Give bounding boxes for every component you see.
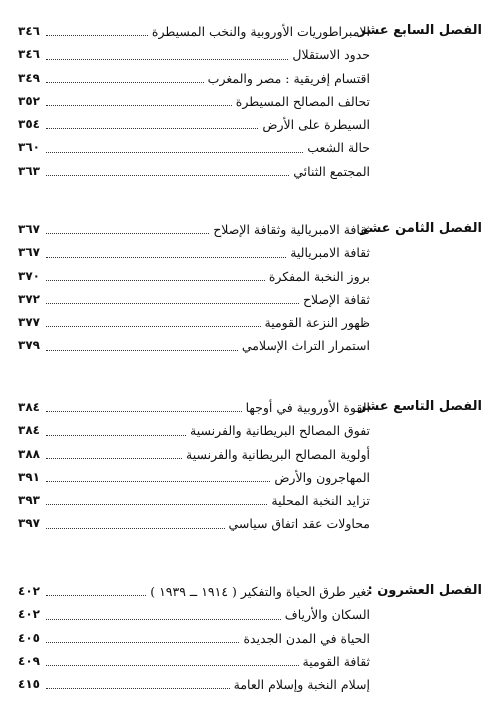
- page-number: ٤٠٢: [18, 607, 40, 622]
- page-number: ٣٧٢: [18, 291, 40, 306]
- entry-title: حدود الاستقلال: [292, 47, 370, 63]
- toc-entry[interactable]: [18, 113, 370, 136]
- toc-entry[interactable]: [18, 512, 370, 535]
- entry-title: السيطرة على الأرض: [262, 117, 370, 133]
- page-number: ٤٠٢: [18, 584, 40, 598]
- toc-entry[interactable]: [18, 466, 370, 489]
- toc-entry[interactable]: [18, 334, 370, 357]
- page-number: ٤١٥: [18, 677, 40, 692]
- page-number: ٣٦٧: [18, 245, 40, 260]
- page-number: ٣٦٣: [18, 163, 40, 178]
- page-number: ٣٥٢: [18, 93, 40, 108]
- entry-title: الامبراطوريات الأوروبية والنخب المسيطرة: [151, 24, 370, 39]
- toc-entry[interactable]: [18, 67, 370, 90]
- page-number: ٤٠٩: [18, 653, 40, 668]
- entry-title: السكان والأرياف: [284, 607, 370, 623]
- toc-entry[interactable]: [18, 20, 370, 43]
- dot-leader: [46, 280, 265, 281]
- entry-title: ثقافة الامبريالية: [290, 245, 370, 261]
- page-number: ٤٠٥: [18, 630, 40, 645]
- dot-leader: [46, 688, 230, 689]
- page-number: ٣٨٤: [18, 423, 40, 438]
- dot-leader: [46, 303, 299, 304]
- toc-entry[interactable]: [18, 673, 370, 696]
- dot-leader: [46, 665, 299, 666]
- entry-title: ثقافة الامبريالية وثقافة الإصلاح: [213, 222, 370, 237]
- page-number: ٣٤٦: [18, 24, 40, 38]
- chapter-entries: [18, 20, 370, 183]
- entry-title: محاولات عقد اتفاق سياسي: [228, 516, 370, 532]
- entry-title: ثقافة الإصلاح: [302, 291, 370, 307]
- dot-leader: [46, 435, 186, 436]
- page-number: ٣٤٦: [18, 47, 40, 62]
- dot-leader: [46, 411, 242, 412]
- toc-entry[interactable]: [18, 160, 370, 183]
- entry-title: تغير طرق الحياة والتفكير ( ١٩١٤ ــ ١٩٣٩ ): [150, 584, 370, 599]
- dot-leader: [46, 59, 288, 60]
- page-number: ٣٨٨: [18, 446, 40, 461]
- dot-leader: [46, 528, 225, 529]
- dot-leader: [46, 595, 146, 596]
- chapter-entries: [18, 218, 370, 358]
- entry-title: اقتسام إفريقية : مصر والمغرب: [207, 70, 370, 86]
- entry-title: تزايد النخبة المحلية: [271, 493, 370, 509]
- page-number: ٣٦٠: [18, 140, 40, 155]
- toc-entry[interactable]: [18, 218, 370, 241]
- toc-entry[interactable]: [18, 396, 370, 419]
- entry-title: المجتمع الثنائي: [293, 163, 370, 179]
- chapter-title: الفصل التاسع عشر: [358, 399, 482, 414]
- toc-entry[interactable]: [18, 419, 370, 442]
- dot-leader: [46, 35, 148, 36]
- dot-leader: [46, 619, 281, 620]
- toc-entry[interactable]: [18, 603, 370, 626]
- dot-leader: [46, 128, 258, 129]
- chapter-entries: [18, 580, 370, 696]
- dot-leader: [46, 257, 286, 258]
- page-number: ٣٦٧: [18, 222, 40, 236]
- dot-leader: [46, 82, 204, 83]
- entry-title: ثقافة القومية: [302, 653, 370, 669]
- entry-title: تحالف المصالح المسيطرة: [235, 93, 370, 109]
- dot-leader: [46, 233, 209, 234]
- toc-entry[interactable]: [18, 650, 370, 673]
- dot-leader: [46, 642, 239, 643]
- toc-entry[interactable]: [18, 265, 370, 288]
- toc-entry[interactable]: [18, 311, 370, 334]
- toc-entry[interactable]: [18, 489, 370, 512]
- chapter-title: الفصل السابع عشر: [358, 23, 482, 38]
- page-number: ٣٩١: [18, 469, 40, 484]
- chapter-title: الفصل الثامن عشر: [360, 221, 482, 236]
- dot-leader: [46, 175, 289, 176]
- dot-leader: [46, 504, 267, 505]
- entry-title: حالة الشعب: [307, 140, 370, 156]
- dot-leader: [46, 105, 232, 106]
- dot-leader: [46, 326, 261, 327]
- entry-title: بروز النخبة المفكرة: [268, 268, 370, 284]
- entry-title: استمرار التراث الإسلامي: [241, 338, 370, 354]
- toc-entry[interactable]: [18, 627, 370, 650]
- dot-leader: [46, 350, 238, 351]
- toc-entry[interactable]: [18, 288, 370, 311]
- page-number: ٣٧٧: [18, 315, 40, 330]
- page-number: ٣٨٤: [18, 400, 40, 414]
- page-number: ٣٩٣: [18, 493, 40, 508]
- dot-leader: [46, 152, 303, 153]
- entry-title: الحياة في المدن الجديدة: [243, 630, 370, 646]
- toc-entry[interactable]: [18, 90, 370, 113]
- page-number: ٣٧٠: [18, 268, 40, 283]
- toc-entry[interactable]: [18, 580, 370, 603]
- page-number: ٣٧٩: [18, 338, 40, 353]
- toc-entry[interactable]: [18, 443, 370, 466]
- entry-title: المهاجرون والأرض: [274, 469, 370, 485]
- entry-title: ظهور النزعة القومية: [264, 315, 370, 331]
- toc-entry[interactable]: [18, 43, 370, 66]
- page-number: ٣٥٤: [18, 117, 40, 132]
- toc-entry[interactable]: [18, 136, 370, 159]
- toc-entry[interactable]: [18, 241, 370, 264]
- chapter-title: الفصل العشرون :: [367, 583, 482, 598]
- page-number: ٣٩٧: [18, 516, 40, 531]
- chapter-entries: [18, 396, 370, 536]
- entry-title: أولوية المصالح البريطانية والفرنسية: [186, 446, 370, 462]
- entry-title: تفوق المصالح البريطانية والفرنسية: [190, 423, 370, 439]
- entry-title: القوة الأوروبية في أوجها: [245, 400, 370, 415]
- page-number: ٣٤٩: [18, 70, 40, 85]
- dot-leader: [46, 458, 182, 459]
- entry-title: إسلام النخبة وإسلام العامة: [233, 677, 370, 693]
- dot-leader: [46, 481, 270, 482]
